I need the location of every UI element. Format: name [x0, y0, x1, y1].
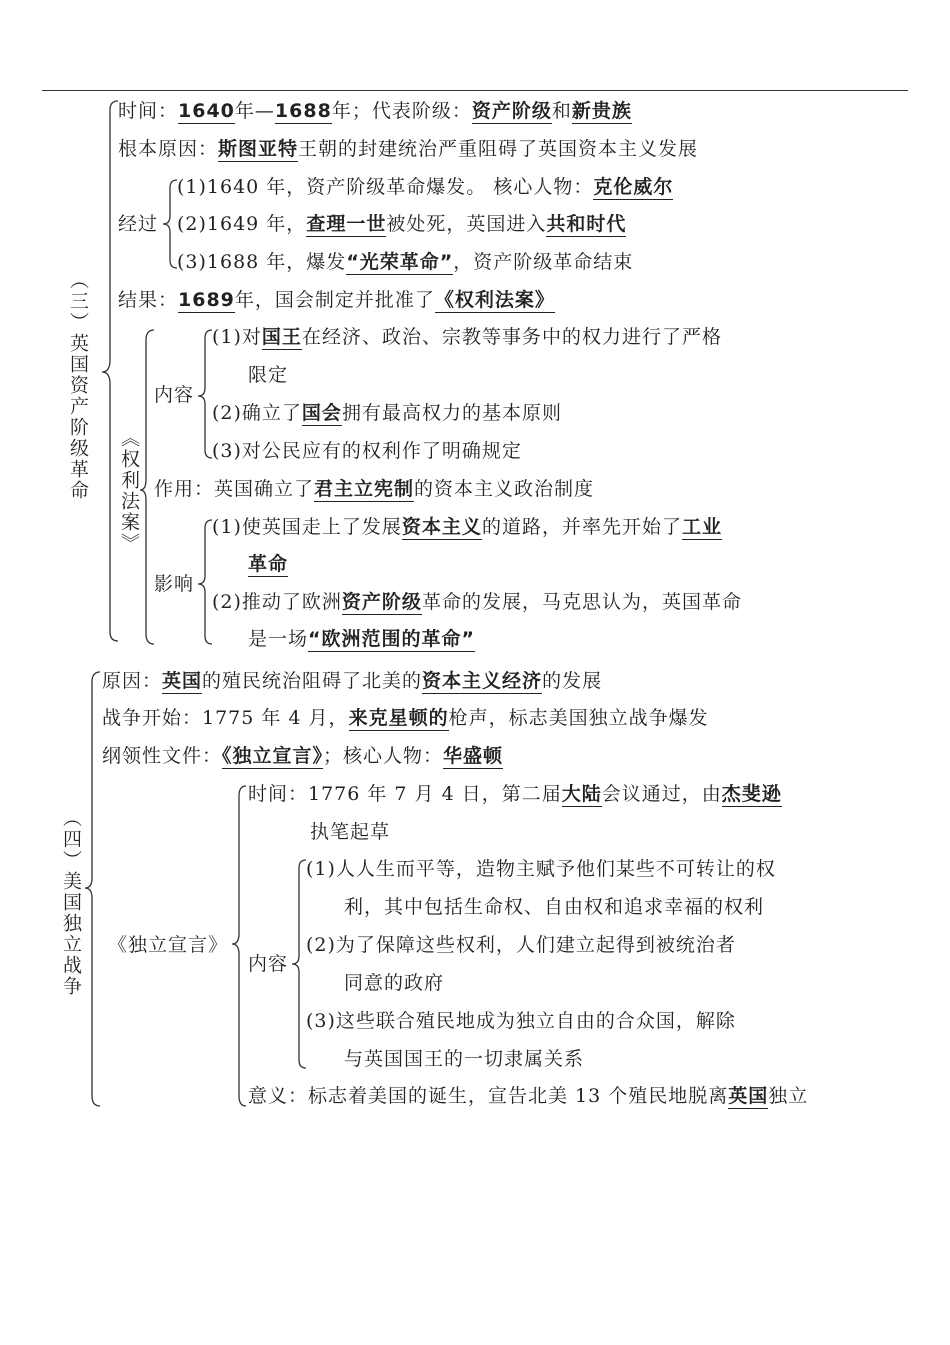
impact-label: 影响 — [154, 573, 195, 595]
process-label: 经过 — [118, 213, 159, 235]
decl-item-3: (3)这些联合殖民地成为独立自由的合众国，解除 — [306, 1010, 736, 1032]
decl-item-3-cont: 与英国国王的一切隶属关系 — [344, 1048, 585, 1070]
sec4-cause-line: 原因：英国的殖民统治阻碍了北美的资本主义经济的发展 — [102, 670, 603, 692]
decl-item-1: (1)人人生而平等，造物主赋予他们某些不可转让的权 — [306, 858, 776, 880]
process-item-1: (1)1640 年，资产阶级革命爆发。 核心人物：克伦威尔 — [177, 176, 674, 198]
process-item-2: (2)1649 年，查理一世被处死，英国进入共和时代 — [177, 213, 627, 235]
content-label: 内容 — [154, 384, 195, 406]
decl-time-line: 时间：1776 年 7 月 4 日，第二届大陆会议通过，由杰斐逊 — [248, 783, 782, 805]
sec3-time-line: 时间：1640年—1688年；代表阶级：资产阶级和新贵族 — [118, 100, 632, 122]
decl-item-1-cont: 利，其中包括生命权、自由权和追求幸福的权利 — [344, 896, 765, 918]
sec3-result-line: 结果：1689年，国会制定并批准了《权利法案》 — [118, 289, 555, 311]
decl-item-2: (2)为了保障这些权利，人们建立起得到被统治者 — [306, 934, 736, 956]
impact-item-2-cont: 是一场“欧洲范围的革命” — [248, 628, 475, 650]
bill-of-rights-label: 《权利法案》 — [118, 428, 140, 554]
section-4-label: （四）美国独立战争 — [60, 808, 82, 997]
section-3-label: （三）英国资产阶级革命 — [67, 270, 89, 501]
content-item-1: (1)对国王在经济、政治、宗教等事务中的权力进行了严格 — [212, 326, 722, 348]
header-rule — [42, 90, 908, 91]
process-item-3: (3)1688 年，爆发“光荣革命”，资产阶级革命结束 — [177, 251, 634, 273]
role-line: 作用：英国确立了君主立宪制的资本主义政治制度 — [154, 478, 595, 500]
decl-time-cont: 执笔起草 — [310, 821, 391, 843]
sec4-doc-line: 纲领性文件：《独立宣言》；核心人物：华盛顿 — [102, 745, 504, 767]
impact-item-1-cont: 革命 — [248, 553, 289, 575]
decl-item-2-cont: 同意的政府 — [344, 972, 445, 994]
declaration-label: 《独立宣言》 — [108, 934, 229, 956]
content-item-3: (3)对公民应有的权利作了明确规定 — [212, 440, 522, 462]
decl-meaning-line: 意义：标志着美国的诞生，宣告北美 13 个殖民地脱离英国独立 — [248, 1085, 809, 1107]
impact-item-2: (2)推动了欧洲资产阶级革命的发展，马克思认为，英国革命 — [212, 591, 742, 613]
sec4-start-line: 战争开始：1775 年 4 月，来克星顿的枪声，标志美国独立战争爆发 — [102, 707, 709, 729]
impact-item-1: (1)使英国走上了发展资本主义的道路，并率先开始了工业 — [212, 516, 722, 538]
content-item-1-cont: 限定 — [248, 364, 289, 386]
content-item-2: (2)确立了国会拥有最高权力的基本原则 — [212, 402, 562, 424]
decl-content-label: 内容 — [248, 953, 289, 975]
sec3-cause-line: 根本原因：斯图亚特王朝的封建统治严重阻碍了英国资本主义发展 — [118, 138, 699, 160]
